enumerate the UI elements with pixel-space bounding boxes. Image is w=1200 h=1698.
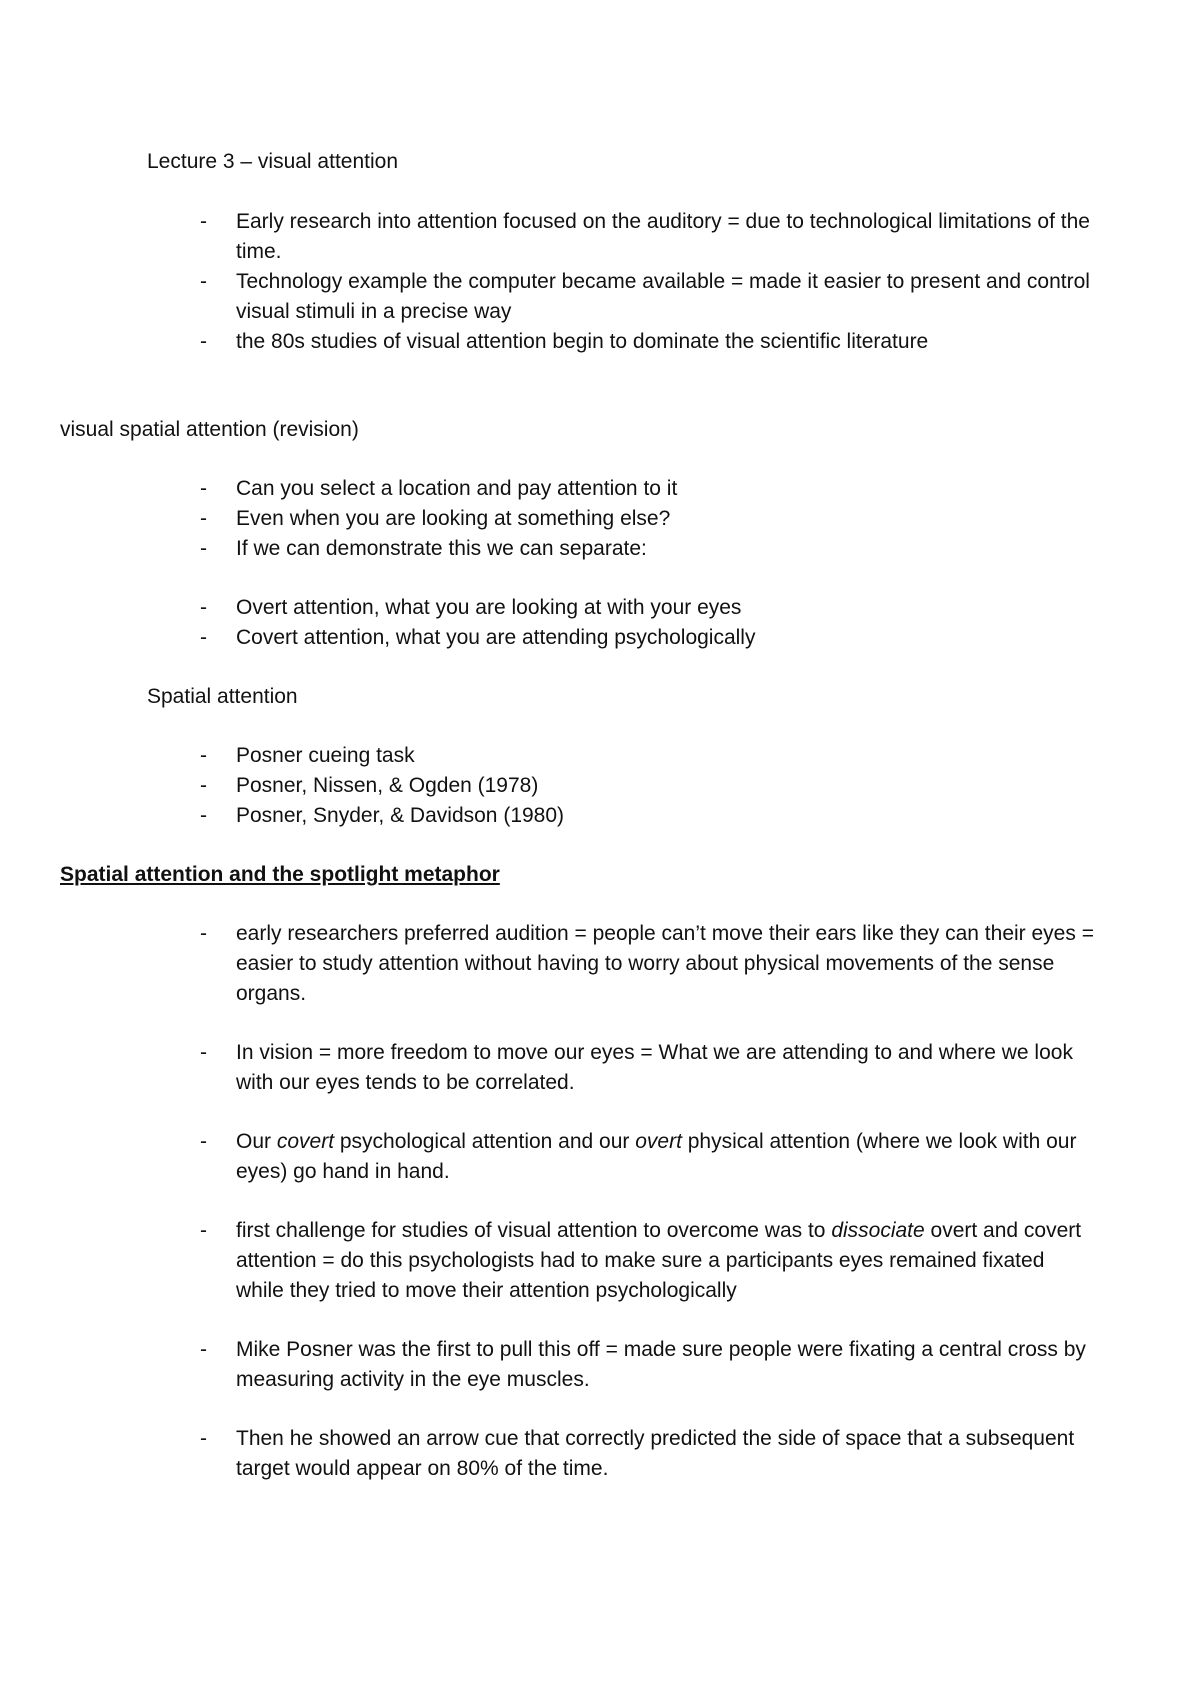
bullet-text: the 80s studies of visual attention begin to dominate the scientific literature [236, 330, 929, 353]
bullet-dash: - [200, 626, 207, 649]
bullet-text: Technology example the computer became available = made it easier to present and control visual stimuli in a precise way [236, 270, 1090, 323]
text-run: psychological attention and our [334, 1130, 636, 1153]
bullet-text: Early research into attention focused on the auditory = due to technological limitations of the time. [236, 210, 1090, 263]
bullet-text: Even when you are looking at something else? [236, 507, 671, 530]
emphasis-covert: covert [276, 1130, 335, 1153]
list-item [0, 741, 1096, 771]
bullet-dash: - [200, 1130, 207, 1153]
list-item [0, 327, 1096, 357]
list-item [0, 1127, 1096, 1187]
bullet-text: If we can demonstrate this we can separate: [236, 537, 647, 560]
bullet-dash: - [200, 1338, 207, 1361]
bullet-text: In vision = more freedom to move our eyes = What we are attending to and where we look with our eyes tends to be correlated. [236, 1041, 1073, 1094]
bullet-dash: - [200, 922, 207, 945]
spotlight-bullet-list [0, 919, 1096, 1484]
list-item [0, 1038, 1096, 1098]
bullet-text: Then he showed an arrow cue that correctly predicted the side of space that a subsequent target would appear on 80% of the time. [236, 1427, 1075, 1480]
list-item [0, 504, 1096, 534]
revision-bullet-list [0, 474, 1096, 564]
bullet-dash: - [200, 330, 207, 353]
list-item [0, 1335, 1096, 1395]
list-item [0, 1216, 1096, 1306]
intro-bullet-list [0, 207, 1096, 357]
bullet-dash: - [200, 537, 207, 560]
bullet-dash: - [200, 1219, 207, 1242]
bullet-text: Mike Posner was the first to pull this off = made sure people were fixating a central cross by measuring activity in the eye muscles. [236, 1338, 1086, 1391]
list-item [0, 207, 1096, 267]
list-item [0, 623, 1096, 653]
bullet-text: Covert attention, what you are attending psychologically [236, 626, 756, 649]
bullet-dash: - [200, 210, 207, 233]
bullet-text: early researchers preferred audition = people can’t move their ears like they can their eyes = easier to study attention without having to worry about physical movements of the sense organs. [236, 922, 1094, 1005]
bullet-text: Can you select a location and pay attention to it [236, 477, 678, 500]
bullet-dash: - [200, 270, 207, 293]
bullet-text [236, 1219, 1081, 1302]
text-run: physical attention (where we look with our eyes) go hand in hand. [236, 1130, 1077, 1183]
list-item [0, 771, 1096, 801]
bullet-text: Posner cueing task [236, 744, 415, 767]
list-item [0, 801, 1096, 831]
text-run: Our [236, 1130, 277, 1153]
bullet-dash: - [200, 804, 207, 827]
spatial-bullet-list [0, 741, 1096, 831]
bullet-dash: - [200, 596, 207, 619]
list-item [0, 267, 1096, 327]
list-item [0, 534, 1096, 564]
bullet-dash: - [200, 744, 207, 767]
bullet-dash: - [200, 477, 207, 500]
section-heading-spatial: Spatial attention [147, 685, 298, 708]
lecture-title: Lecture 3 – visual attention [147, 150, 398, 173]
bullet-dash: - [200, 774, 207, 797]
emphasis-dissociate: dissociate [831, 1219, 925, 1242]
revision-bullet-list-2 [0, 593, 1096, 653]
text-run: first challenge for studies of visual attention to overcome was to [236, 1219, 832, 1242]
emphasis-overt: overt [635, 1130, 682, 1153]
list-item [0, 474, 1096, 504]
bullet-dash: - [200, 507, 207, 530]
list-item [0, 1424, 1096, 1484]
bullet-dash: - [200, 1041, 207, 1064]
list-item [0, 593, 1096, 623]
text-run: overt and covert attention = do this psychologists had to make sure a participants eyes remained fixated while they tried to move their attention psychologically [236, 1219, 1082, 1302]
bullet-text: Overt attention, what you are looking at with your eyes [236, 596, 742, 619]
bullet-text: Posner, Nissen, & Ogden (1978) [236, 774, 539, 797]
bullet-text [236, 1130, 1076, 1183]
bullet-dash: - [200, 1427, 207, 1450]
section-heading-spotlight: Spatial attention and the spotlight metaphor [60, 863, 500, 886]
section-heading-revision: visual spatial attention (revision) [60, 418, 359, 441]
bullet-text: Posner, Snyder, & Davidson (1980) [236, 804, 565, 827]
list-item [0, 919, 1096, 1009]
